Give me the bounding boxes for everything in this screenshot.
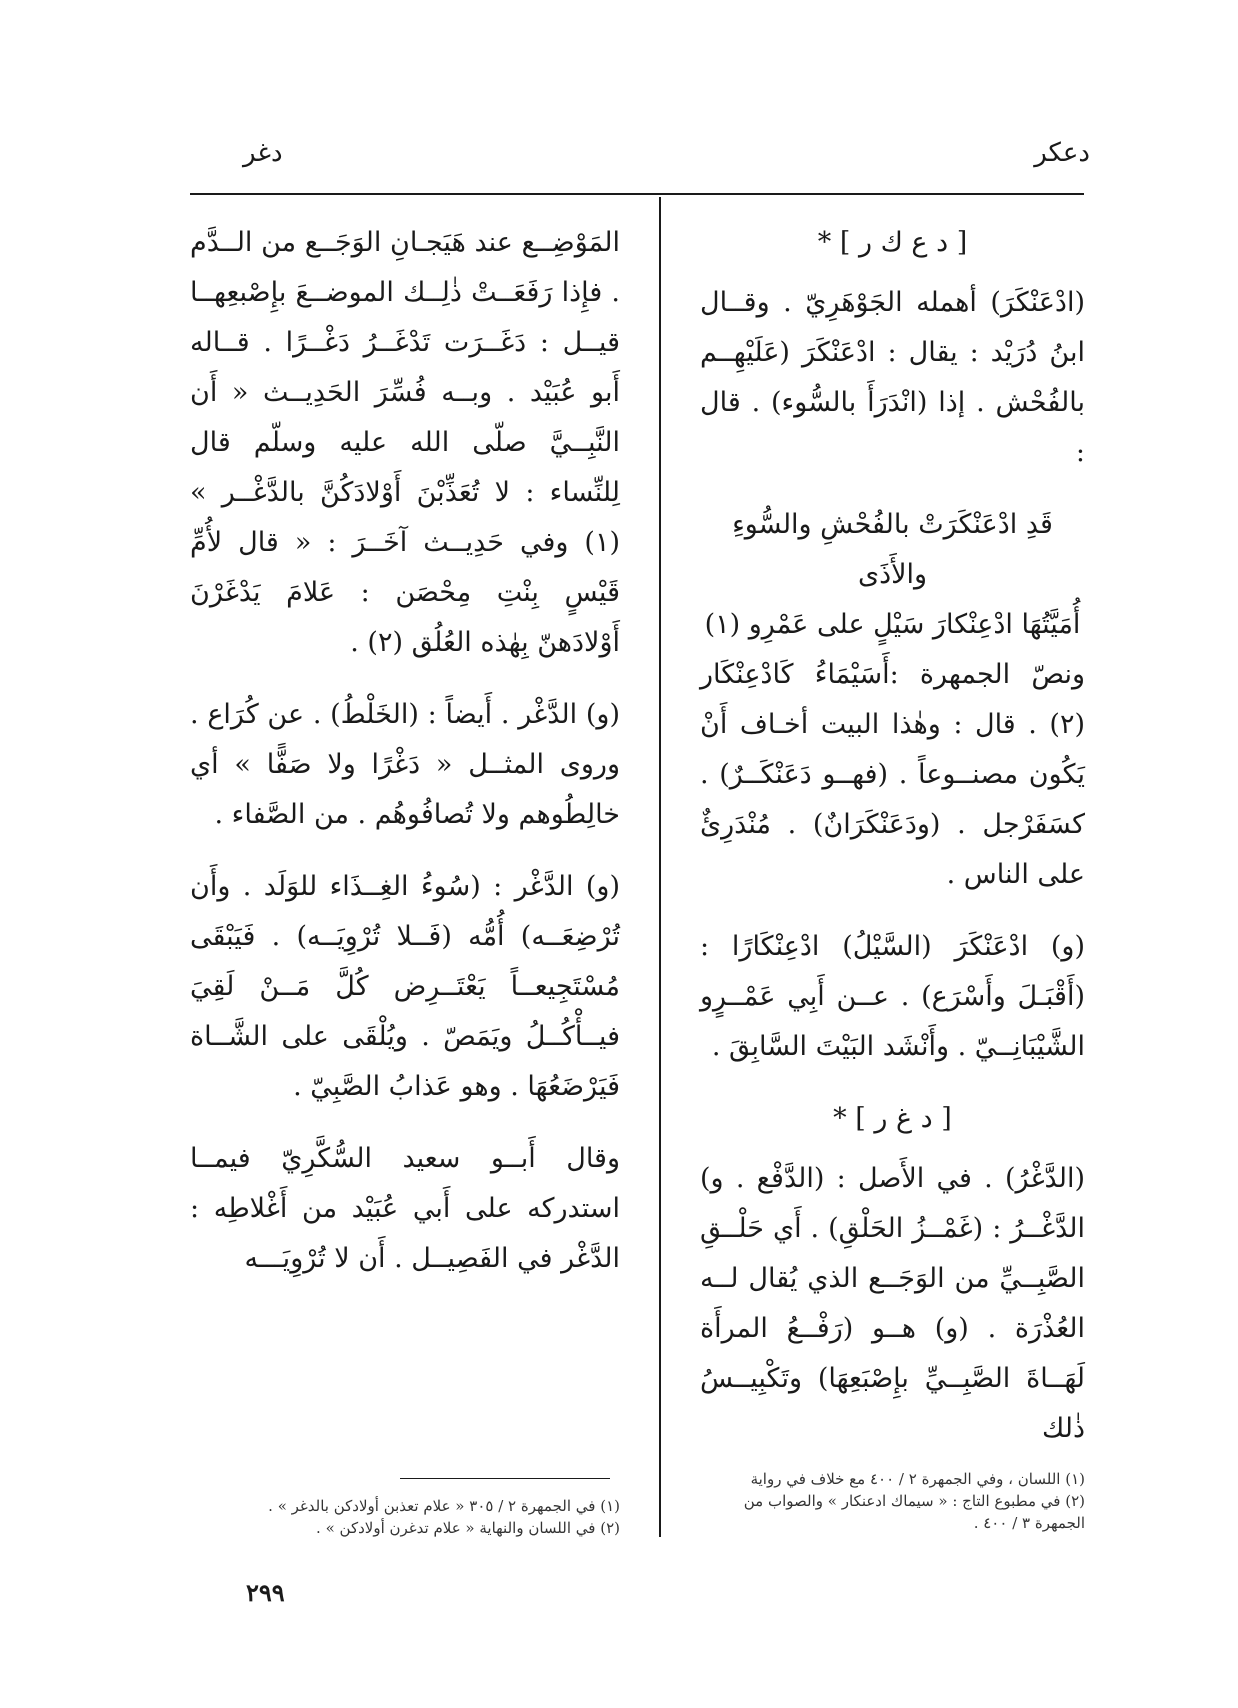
right-column (700, 218, 1085, 1476)
column-divider (659, 197, 661, 1537)
running-header-entry: دعكر (1034, 138, 1090, 168)
running-header-last-entry: دغر (243, 138, 283, 168)
header-rule (190, 193, 1084, 195)
entry-paragraph: ونصّ الجمهرة :أَسَيْمَاءُ كَادْعِنْكَار (٢) . قال : وهٰذا البيت أخـاف أَنْ يَكُون مصنــوعاً . (فهــو دَعَنْكَــرٌ) . كسَفَرْجل . (ودَعَنْكَرَانٌ) . مُنْدَرِئٌ على الناس . (700, 659, 1085, 890)
entry-paragraph: (و) الدَّغْر : (سُوءُ الغِــذَاء للوَلَد . وأَن تُرْضِعَــه) أُمُّه (فَــلا تُرْوِيَــه) . فَيَبْقَى مُسْتَجِيعــاً يَعْتَــرِض كُلَّ مَــنْ لَقِيَ فيــأْكُــلُ ويَمَصّ . ويُلْقَى على الشَّــاة فَيَرْضَعُهَا . وهو عَذابُ الصَّبِيّ . (190, 871, 620, 1102)
entry-paragraph: (الدَّغْرُ) . في الأَصل : (الدَّفْع . و) الدَّغْــرُ : (غَمْــزُ الحَلْقِ) . أَي حَلْــقِ الصَّبِــيِّ من الوَجَــع الذي يُقال لــه العُذْرَة . (و) هــو (رَفْــعُ المرأَة لَهَــاةَ الصَّبِــيِّ بإِصْبَعِهَا) وتَكْبِيــسُ ذٰلك (700, 1163, 1085, 1444)
entry-paragraph: (و) الدَّغْر . أَيضاً : (الخَلْطُ) . عن كُرَاع . وروى المثــل « دَغْرًا ولا صَفًّا » أي خالِطُوهم ولا تُصافُوهُم . من الصَّفاء . (190, 699, 620, 830)
entry-paragraph: (ادْعَنْكَرَ) أهمله الجَوْهَرِيّ . وقــال ابنُ دُرَيْد : يقال : ادْعَنْكَرَ (عَلَيْهِــم بالفُحْش . إذا (انْدَرَأَ بالسُّوء) . قال : (700, 287, 1085, 468)
verse-line: قَدِ ادْعَنْكَرَتْ بالفُحْشِ والسُّوءِ والأَذَى (732, 509, 1053, 590)
footnote-rule (400, 1478, 610, 1479)
footnotes-left (190, 1495, 620, 1539)
footnotes-right (700, 1468, 1085, 1534)
entry-paragraph: (و) ادْعَنْكَرَ (السَّيْلُ) ادْعِنْكَارًا : (أَقْبَـلَ وأَسْرَع) . عــن أَبِي عَمْــرٍو الشَّيْبَانِــيّ . وأَنْشَد البَيْتَ السَّابِقَ . (700, 931, 1085, 1062)
entry-heading-daghr: [ د غ ر ] * (833, 1103, 952, 1134)
left-column (190, 218, 620, 1306)
page-number: ٢٩٩ (246, 1578, 285, 1607)
verse-line: أُمَيَّتُهَا ادْعِنْكارَ سَيْلٍ على عَمْرِو (١) (704, 609, 1081, 640)
footnote: (١) في الجمهرة ٢ / ٣٠٥ « علام تعذبن أولادكن بالدغر » . (268, 1497, 620, 1515)
entry-paragraph: وقال أَبــو سعيد السُّكَّرِيّ فيمــا استدركه على أَبي عُبَيْد من أَغْلاطِه : الدَّغْر في الفَصِيــل . أَن لا تُرْوِيَـــه (190, 1143, 620, 1274)
footnote: (٢) في مطبوع التاج : « سيماك ادعنكار » والصواب من الجمهرة ٣ / ٤٠٠ . (743, 1492, 1085, 1532)
entry-heading-daakr: [ د ع ك ر ] * (817, 227, 968, 258)
footnote: (٢) في اللسان والنهاية « علام تدغرن أولادكن » . (316, 1519, 620, 1537)
footnote: (١) اللسان ، وفي الجمهرة ٢ / ٤٠٠ مع خلاف في رواية (750, 1470, 1085, 1488)
entry-paragraph: المَوْضِــع عند هَيَجـانِ الوَجَــع من الــدَّم . فإِذا رَفَعَــتْ ذٰلِــك الموضــعَ بإِصْبعِهــا قيــل : دَغَــرَت تَدْغَــرُ دَغْــرًا . قــاله أَبو عُبَيْد . وبــه فُسِّرَ الحَدِيــث « أَن النَّبِــيَّ صلّى الله عليه وسلّم قال لِلنِّساء : لا تُعَذِّبْنَ أَوْلادَكُنَّ بالدَّغْــر » (١) وفي حَدِيــث آخَــرَ : « قال لأُمِّ قَيْسٍ بِنْتِ مِحْصَن : عَلامَ يَدْغَرْنَ أَوْلادَهنّ بِهٰذه العُلُق (٢) . (190, 227, 620, 658)
